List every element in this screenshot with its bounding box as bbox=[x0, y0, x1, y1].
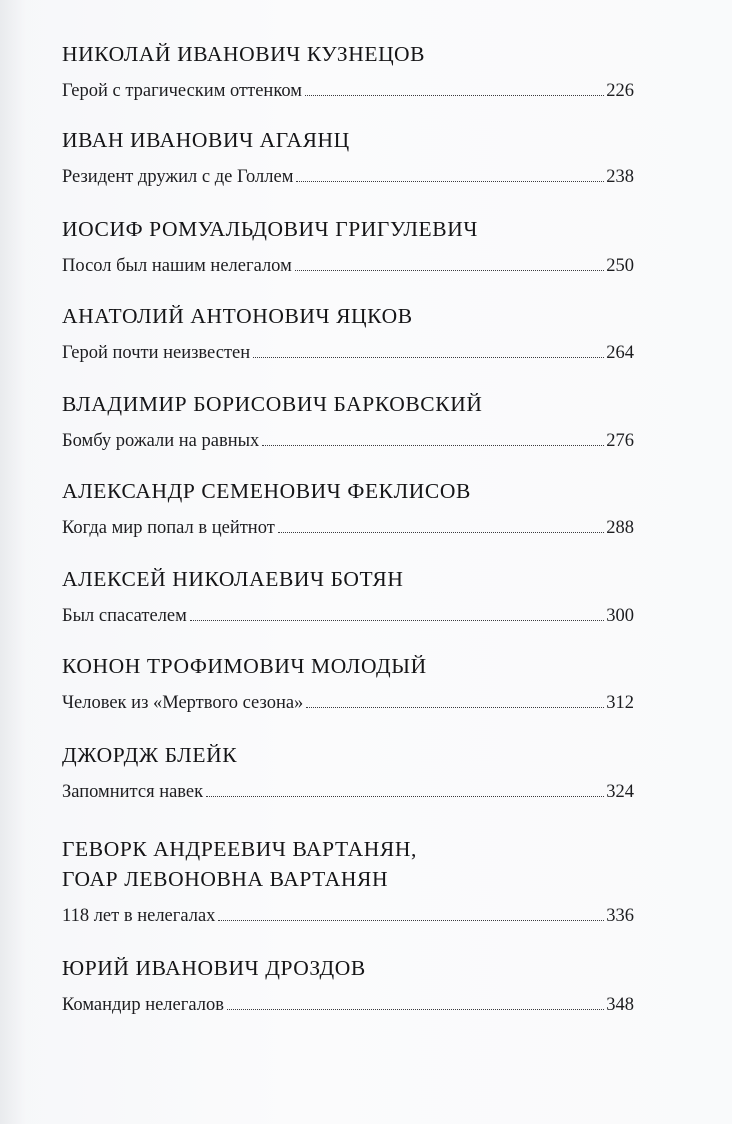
toc-page-number: 264 bbox=[606, 343, 634, 363]
toc-entry bbox=[62, 301, 634, 367]
toc-page-number: 288 bbox=[606, 518, 634, 538]
toc-author: ИОСИФ РОМУАЛЬДОВИЧ ГРИГУЛЕВИЧ bbox=[62, 217, 478, 241]
dot-leader bbox=[278, 532, 604, 533]
table-of-contents bbox=[62, 0, 634, 1124]
toc-entry bbox=[62, 834, 634, 930]
toc-author: ДЖОРДЖ БЛЕЙК bbox=[62, 743, 238, 767]
dot-leader bbox=[253, 357, 604, 358]
toc-author: АНАТОЛИЙ АНТОНОВИЧ ЯЦКОВ bbox=[62, 304, 413, 328]
toc-article-line bbox=[62, 163, 634, 191]
toc-page-number: 348 bbox=[606, 995, 634, 1015]
toc-article-line bbox=[62, 77, 634, 105]
toc-author: ГЕВОРК АНДРЕЕВИЧ ВАРТАНЯН, bbox=[62, 837, 417, 861]
toc-page-number: 226 bbox=[606, 81, 634, 101]
toc-entry bbox=[62, 953, 634, 1019]
toc-page-number: 276 bbox=[606, 431, 634, 451]
toc-article-title: Резидент дружил с де Голлем bbox=[62, 167, 294, 187]
toc-article-line bbox=[62, 514, 634, 542]
toc-page-number: 336 bbox=[606, 906, 634, 926]
toc-page-number: 238 bbox=[606, 167, 634, 187]
toc-entry bbox=[62, 214, 634, 280]
toc-article-line bbox=[62, 778, 634, 806]
toc-article-title: Посол был нашим нелегалом bbox=[62, 256, 292, 276]
toc-article-line bbox=[62, 991, 634, 1019]
toc-entry bbox=[62, 476, 634, 542]
toc-article-title: 118 лет в нелегалах bbox=[62, 906, 216, 926]
toc-article-line bbox=[62, 902, 634, 930]
dot-leader bbox=[296, 181, 604, 182]
toc-page-number: 300 bbox=[606, 606, 634, 626]
toc-article-title: Запомнится навек bbox=[62, 782, 204, 802]
toc-article-title: Герой с трагическим оттенком bbox=[62, 81, 302, 101]
toc-article-title: Бомбу рожали на равных bbox=[62, 431, 260, 451]
toc-article-title: Когда мир попал в цейтнот bbox=[62, 518, 275, 538]
toc-page-number: 250 bbox=[606, 256, 634, 276]
toc-article-line bbox=[62, 689, 634, 717]
toc-article-line bbox=[62, 427, 634, 455]
dot-leader bbox=[306, 707, 604, 708]
toc-author: ЮРИЙ ИВАНОВИЧ ДРОЗДОВ bbox=[62, 956, 366, 980]
toc-page-number: 324 bbox=[606, 782, 634, 802]
toc-author: АЛЕКСЕЙ НИКОЛАЕВИЧ БОТЯН bbox=[62, 567, 404, 591]
toc-author: НИКОЛАЙ ИВАНОВИЧ КУЗНЕЦОВ bbox=[62, 42, 426, 66]
toc-article-line bbox=[62, 339, 634, 367]
dot-leader bbox=[206, 796, 604, 797]
toc-author: КОНОН ТРОФИМОВИЧ МОЛОДЫЙ bbox=[62, 654, 427, 678]
toc-author: ГОАР ЛЕВОНОВНА ВАРТАНЯН bbox=[62, 867, 389, 891]
dot-leader bbox=[262, 445, 604, 446]
toc-article-line bbox=[62, 252, 634, 280]
dot-leader bbox=[218, 920, 604, 921]
toc-author: ВЛАДИМИР БОРИСОВИЧ БАРКОВСКИЙ bbox=[62, 392, 483, 416]
toc-entry bbox=[62, 651, 634, 717]
dot-leader bbox=[190, 620, 604, 621]
toc-article-title: Был спасателем bbox=[62, 606, 187, 626]
toc-article-title: Командир нелегалов bbox=[62, 995, 224, 1015]
toc-author: АЛЕКСАНДР СЕМЕНОВИЧ ФЕКЛИСОВ bbox=[62, 479, 471, 503]
toc-entry bbox=[62, 39, 634, 105]
toc-page-number: 312 bbox=[606, 693, 634, 713]
dot-leader bbox=[227, 1009, 604, 1010]
toc-article-line bbox=[62, 602, 634, 630]
dot-leader bbox=[295, 270, 604, 271]
dot-leader bbox=[305, 95, 604, 96]
toc-entry bbox=[62, 740, 634, 806]
toc-entry bbox=[62, 125, 634, 191]
toc-author: ИВАН ИВАНОВИЧ АГАЯНЦ bbox=[62, 128, 350, 152]
toc-entry bbox=[62, 564, 634, 630]
toc-article-title: Человек из «Мертвого сезона» bbox=[62, 693, 304, 713]
toc-entry bbox=[62, 389, 634, 455]
page-gutter-shadow bbox=[0, 0, 26, 1124]
toc-article-title: Герой почти неизвестен bbox=[62, 343, 251, 363]
